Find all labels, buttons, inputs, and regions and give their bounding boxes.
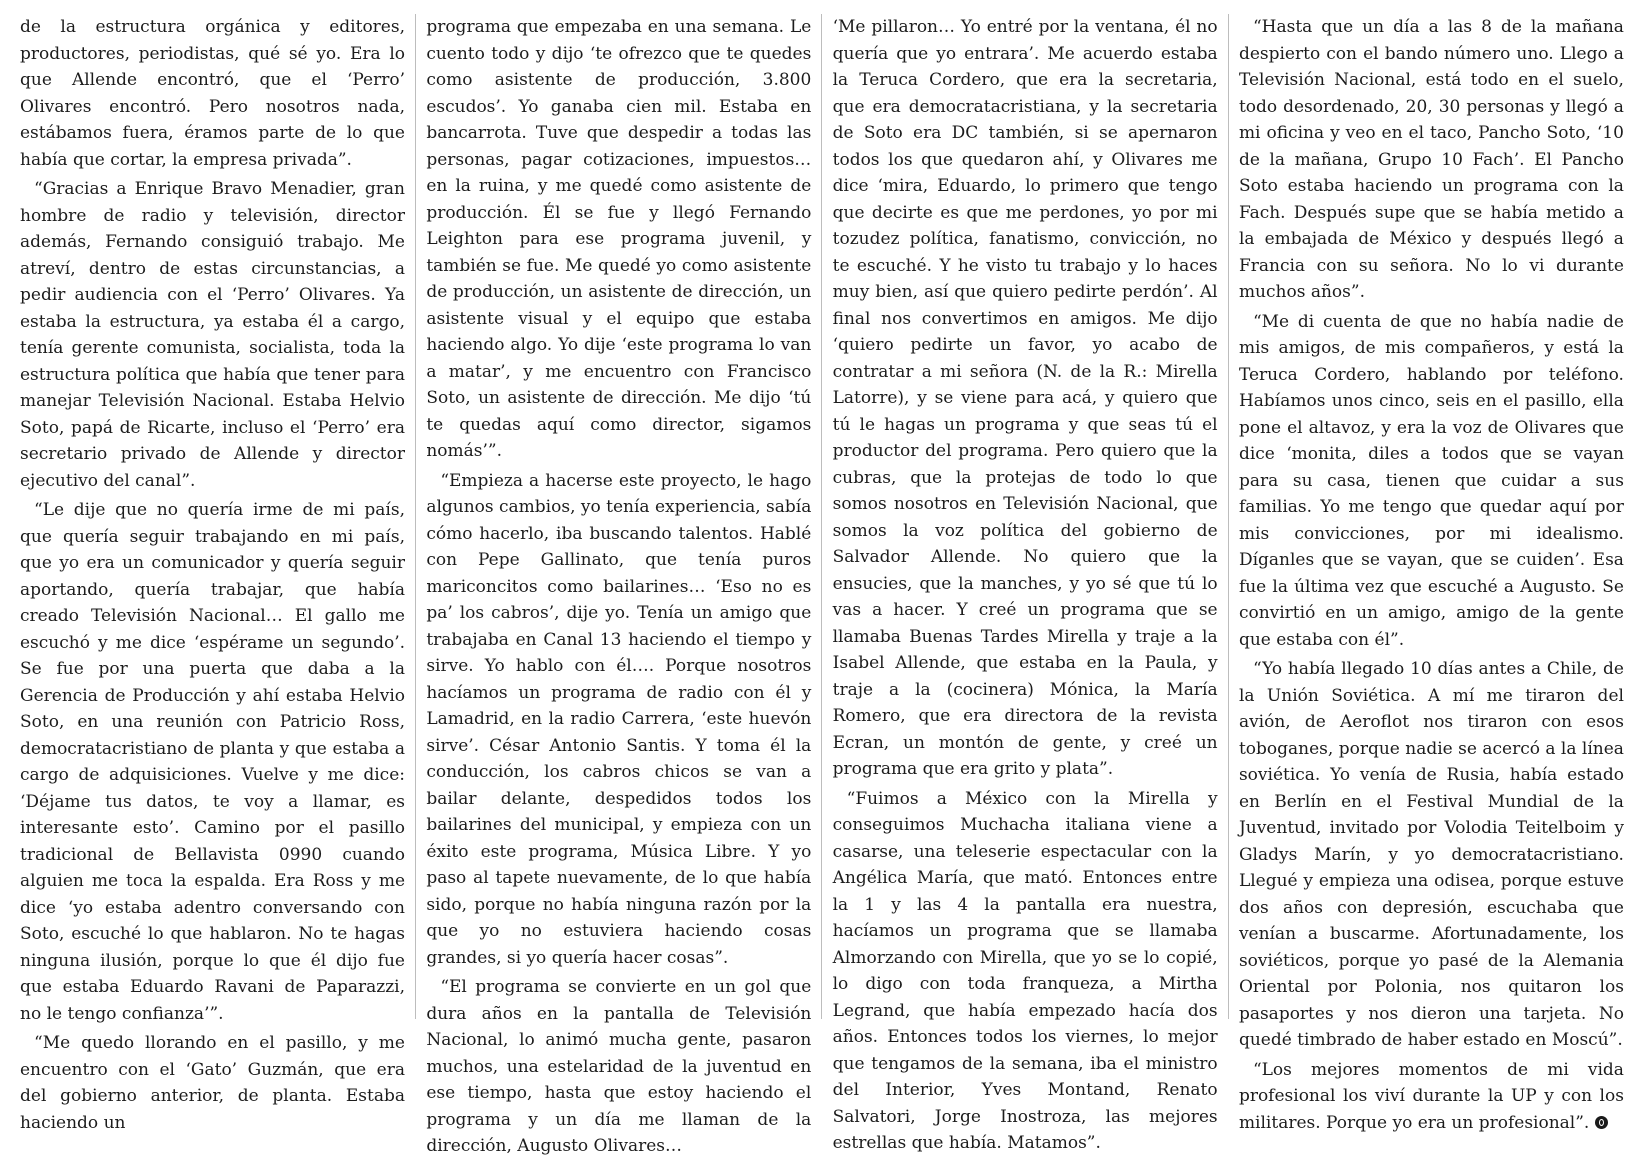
column-divider [1228, 14, 1229, 1019]
text-column-2 [426, 14, 812, 1156]
end-of-article-icon [1595, 1116, 1608, 1129]
paragraph-text: “Los mejores momentos de mi vida profesional los viví durante la UP y con los militares. Porque yo era un profesional”. [1238, 1059, 1624, 1133]
column-divider [821, 14, 822, 1019]
column-divider [415, 14, 416, 1019]
paragraph: “Empieza a hacerse este proyecto, le hago algunos cambios, yo tenía experiencia, sabía cómo hacerlo, iba buscando talentos. Hablé con Pepe Gallinato, que tenía puros mariconcitos como bailarines… ‘Eso no es pa’ los cabros’, dije yo. Tenía un amigo que trabajaba en Canal 13 haciendo el tiempo y sirve. Yo hablo con él…. Porque nosotros hacíamos un programa de radio con él y Lamadrid, en la radio Carrera, ‘este huevón sirve’. César Antonio Santis. Y toma él la conducción, los cabros chicos se van a bailar delante, despedidos todos los bailarines del municipal, y empieza con un éxito este programa, Música Libre. Y yo paso al tapete nuevamente, de lo que había sido, porque no había ninguna razón por la que yo no estuviera haciendo cosas grandes, si yo quería hacer cosas”. [426, 470, 812, 968]
paragraph: programa que empezaba en una semana. Le cuento todo y dijo ‘te ofrezco que te quedes como asistente de producción, 3.800 escudos’. Yo ganaba cien mil. Estaba en bancarrota. Tuve que despedir a todas las personas, pagar cotizaciones, impuestos… en la ruina, y me quedé como asistente de producción. Él se fue y llegó Fernando Leighton para ese programa juvenil, y también se fue. Me quedé yo como asistente de producción, un asistente de dirección, un asistente visual y el equipo que estaba haciendo algo. Yo dije ‘este programa lo van a matar’, y me encuentro con Francisco Soto, un asistente de dirección. Me dijo ‘tú te quedas aquí como director, sigamos nomás’”. [426, 17, 812, 461]
paragraph: “Me quedo llorando en el pasillo, y me encuentro con el ‘Gato’ Guzmán, que era del gobierno anterior, de planta. Estaba haciendo un [20, 1033, 405, 1133]
paragraph [1239, 1057, 1624, 1137]
text-column-4 [1238, 14, 1624, 1133]
paragraph: “Yo había llegado 10 días antes a Chile, de la Unión Soviética. A mí me tiraron del avión, de Aeroflot nos tiraron con esos toboganes, porque nadie se acercó a la línea soviética. Yo venía de Rusia, había estado en Berlín en el Festival Mundial de la Juventud, invitado por Volodia Teitelboim y Gladys Marín, y yo democratacristiano. Llegué y empieza una odisea, porque estuve dos años con depresión, escuchaba que venían a buscarme. Afortunadamente, los soviéticos, porque yo pasé de la Alemania Oriental por Polonia, nos quitaron los pasaportes y nos dieron una tarjeta. No quedé timbrado de haber estado en Moscú”. [1238, 659, 1624, 1050]
paragraph: “Hasta que un día a las 8 de la mañana despierto con el bando número uno. Llego a Televisión Nacional, está todo en el suelo, todo desordenado, 20, 30 personas y llegó a mi oficina y veo en el taco, Pancho Soto, ‘10 de la mañana, Grupo 10 Fach’. El Pancho Soto estaba haciendo un programa con la Fach. Después supe que se había metido a la embajada de México y después llegó a Francia con su señora. No lo vi durante muchos años”. [1238, 17, 1624, 302]
paragraph: “Me di cuenta de que no había nadie de mis amigos, de mis compañeros, y está la Teruca Cordero, hablando por teléfono. Habíamos unos cinco, seis en el pasillo, ella pone el altavoz, y era la voz de Olivares que dice ‘monita, diles a todos que se vayan para su casa, tienen que cuidar a sus familias. Yo me tengo que quedar aquí por mis convicciones, por mi idealismo. Díganles que se vayan, que se cuiden’. Esa fue la última vez que escuché a Augusto. Se convirtió en un amigo, amigo de la gente que estaba con él”. [1238, 311, 1624, 650]
paragraph: “Le dije que no quería irme de mi país, que quería seguir trabajando en mi país, que yo era un comunicador y quería seguir aportando, quería trabajar, que había creado Televisión Nacional… El gallo me escuchó y me dice ‘espérame un segundo’. Se fue por una puerta que daba a la Gerencia de Producción y ahí estaba Helvio Soto, en una reunión con Patricio Ross, democratacristiano de planta y que estaba a cargo de adquisiciones. Vuelve y me dice: ‘Déjame tus datos, te voy a llamar, es interesante esto’. Camino por el pasillo tradicional de Bellavista 0990 cuando alguien me toca la espalda. Era Ross y me dice ‘yo estaba adentro conversando con Soto, escuché lo que hablaron. No te hagas ninguna ilusión, porque lo que él dijo fue que estaba Eduardo Ravani de Paparazzi, no le tengo confianza’”. [20, 500, 405, 1024]
paragraph: ‘Me pillaron… Yo entré por la ventana, él no quería que yo entrara’. Me acuerdo estaba la Teruca Cordero, que era la secretaria, que era democratacristiana, y la secretaria de Soto era DC también, si se apernaron todos los que quedaron ahí, y Olivares me dice ‘mira, Eduardo, lo primero que tengo que decirte es que me perdones, yo por mi tozudez política, fanatismo, convicción, no te escuché. Y he visto tu trabajo y lo haces muy bien, así que quiero pedirte perdón’. Al final nos convertimos en amigos. Me dijo ‘quiero pedirte un favor, yo acabo de contratar a mi señora (N. de la R.: Mirella Latorre), y se viene para acá, y quiero que tú le hagas un programa y que seas tú el productor del programa. Pero quiero que la cubras, que la protejas de todo lo que somos nosotros en Televisión Nacional, que somos la voz política del gobierno de Salvador Allende. No quiero que la ensucies, que la manches, y yo sé que tú lo vas a hacer. Y creé un programa que se llamaba Buenas Tardes Mirella y traje a la Isabel Allende, que estaba en la Paula, y traje a la (cocinera) Mónica, la María Romero, que era directora de la revista Ecran, un montón de gente, y creé un programa que era grito y plata”. [832, 17, 1218, 779]
paragraph: “El programa se convierte en un gol que dura años en la pantalla de Televisión Nacional, lo animó mucha gente, pasaron muchos, una estelaridad de la juventud en ese tiempo, hasta que estoy haciendo el programa y un día me llaman de la dirección, Augusto Olivares… [426, 977, 812, 1156]
article-page [20, 14, 1624, 1156]
paragraph: de la estructura orgánica y editores, productores, periodistas, qué sé yo. Era lo que Allende encontró, que el ‘Perro’ Olivares encontró. Pero nosotros nada, estábamos fuera, éramos parte de lo que había que cortar, la empresa privada”. [20, 17, 405, 170]
paragraph: “Fuimos a México con la Mirella y conseguimos Muchacha italiana viene a casarse, una teleserie espectacular con la Angélica María, que mató. Entonces entre la 1 y las 4 la pantalla era nuestra, hacíamos un programa que se llamaba Almorzando con Mirella, que yo se lo copié, lo digo con toda franqueza, a Mirtha Legrand, que había empezado hacía dos años. Entonces todos los viernes, lo mejor que tengamos de la semana, iba el ministro del Interior, Yves Montand, Renato Salvatori, Jorge Inostroza, las mejores estrellas que había. Matamos”. [832, 788, 1218, 1153]
text-column-1 [20, 14, 405, 1133]
paragraph: “Gracias a Enrique Bravo Menadier, gran hombre de radio y televisión, director además, Fernando consiguió trabajo. Me atreví, dentro de estas circunstancias, a pedir audiencia con el ‘Perro’ Olivares. Ya estaba la estructura, ya estaba él a cargo, tenía gerente comunista, socialista, toda la estructura política que había que tener para manejar Televisión Nacional. Estaba Helvio Soto, papá de Ricarte, incluso el ‘Perro’ era secretario privado de Allende y director ejecutivo del canal”. [20, 179, 405, 491]
text-column-3 [832, 14, 1218, 1153]
